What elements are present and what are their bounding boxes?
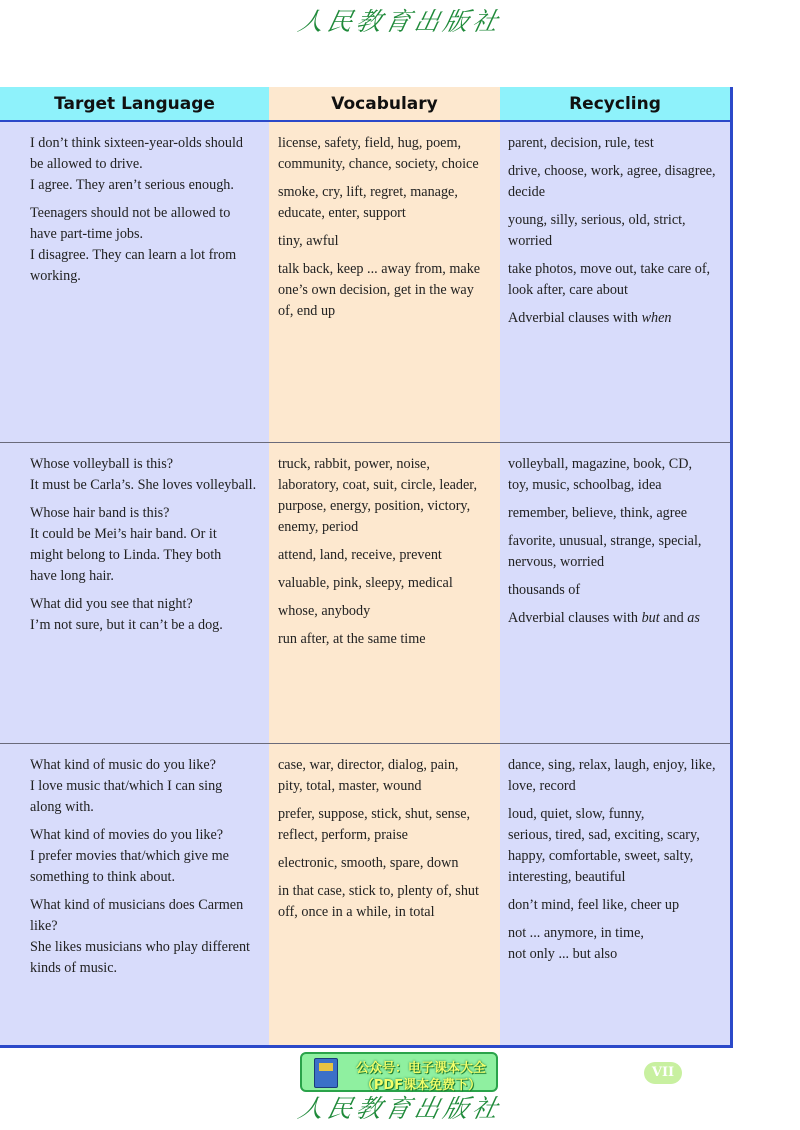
recycling-paragraph <box>508 923 726 965</box>
target-line: I don’t think sixteen-year-olds should <box>30 135 244 151</box>
target-line: I disagree. They can learn a lot from <box>30 247 237 263</box>
recycling-line: serious, tired, sad, exciting, scary, <box>508 827 700 843</box>
header-target-language: Target Language <box>0 87 269 120</box>
vocab-paragraph <box>278 573 496 594</box>
vocab-paragraph <box>278 601 496 622</box>
page-number: VII <box>644 1062 682 1084</box>
cell-recycling <box>508 454 726 636</box>
vocab-line: case, war, director, dialog, pain, <box>278 757 459 773</box>
target-paragraph <box>30 825 265 888</box>
target-line: I agree. They aren’t serious enough. <box>30 177 234 193</box>
vocab-line: electronic, smooth, spare, down <box>278 855 459 871</box>
target-line: Whose volleyball is this? <box>30 456 174 472</box>
recycling-paragraph <box>508 895 726 916</box>
recycling-line: take photos, move out, take care of, <box>508 261 711 277</box>
recycling-paragraph <box>508 454 726 496</box>
recycling-line: dance, sing, relax, laugh, enjoy, like, <box>508 757 716 773</box>
vocab-line: valuable, pink, sleepy, medical <box>278 575 453 591</box>
target-paragraph <box>30 454 265 496</box>
vocab-line: talk back, keep ... away from, make <box>278 261 481 277</box>
recycling-paragraph <box>508 580 726 601</box>
syllabus-table <box>0 87 733 1048</box>
recycling-line: love, record <box>508 778 576 794</box>
vocab-line: of, end up <box>278 303 336 319</box>
target-line: kinds of music. <box>30 960 118 976</box>
vocab-paragraph <box>278 545 496 566</box>
recycling-line: Adverbial clauses with but and as <box>508 610 700 626</box>
vocab-paragraph <box>278 259 496 322</box>
cell-vocab <box>278 755 496 930</box>
recycling-paragraph <box>508 210 726 252</box>
target-line: something to think about. <box>30 869 176 885</box>
recycling-line: happy, comfortable, sweet, salty, <box>508 848 694 864</box>
cell-recycling <box>508 133 726 336</box>
vocab-paragraph <box>278 629 496 650</box>
publisher-logo-bottom: 人民教育出版社 <box>295 1094 505 1123</box>
recycling-line: favorite, unusual, strange, special, <box>508 533 702 549</box>
vocab-line: off, once in a while, in total <box>278 904 435 920</box>
vocab-paragraph <box>278 853 496 874</box>
recycling-line: not only ... but also <box>508 946 618 962</box>
recycling-paragraph <box>508 308 726 329</box>
target-line: have part-time jobs. <box>30 226 144 242</box>
badge-line-2: （PDF课本免费下） <box>360 1078 482 1093</box>
vocab-line: pity, total, master, wound <box>278 778 422 794</box>
cell-target <box>30 755 265 986</box>
recycling-paragraph <box>508 259 726 301</box>
recycling-line: not ... anymore, in time, <box>508 925 644 941</box>
target-line: She likes musicians who play different <box>30 939 250 955</box>
recycling-line: nervous, worried <box>508 554 605 570</box>
target-line: What kind of musicians does Carmen <box>30 897 244 913</box>
target-paragraph <box>30 594 265 636</box>
recycling-line: Adverbial clauses with when <box>508 310 672 326</box>
vocab-line: tiny, awful <box>278 233 339 249</box>
vocab-paragraph <box>278 881 496 923</box>
vocab-line: smoke, cry, lift, regret, manage, <box>278 184 458 200</box>
vocab-paragraph <box>278 182 496 224</box>
target-line: What kind of music do you like? <box>30 757 216 773</box>
header-recycling: Recycling <box>500 87 730 120</box>
target-line: have long hair. <box>30 568 114 584</box>
vocab-line: one’s own decision, get in the way <box>278 282 474 298</box>
vocab-line: reflect, perform, praise <box>278 827 408 843</box>
cell-vocab <box>278 454 496 657</box>
target-paragraph <box>30 203 265 287</box>
cell-recycling <box>508 755 726 972</box>
target-line: I prefer movies that/which give me <box>30 848 229 864</box>
vocab-line: prefer, suppose, stick, shut, sense, <box>278 806 471 822</box>
target-line: working. <box>30 268 81 284</box>
vocab-line: license, safety, field, hug, poem, <box>278 135 462 151</box>
cell-vocab <box>278 133 496 329</box>
recycling-paragraph <box>508 608 726 629</box>
vocab-line: community, chance, society, choice <box>278 156 479 172</box>
recycling-line: toy, music, schoolbag, idea <box>508 477 662 493</box>
header-divider <box>0 120 730 122</box>
target-line: Teenagers should not be allowed to <box>30 205 231 221</box>
target-line: I’m not sure, but it can’t be a dog. <box>30 617 223 633</box>
recycling-paragraph <box>508 531 726 573</box>
recycling-line: worried <box>508 233 553 249</box>
recycling-line: look after, care about <box>508 282 628 298</box>
vocab-line: laboratory, coat, suit, circle, leader, <box>278 477 478 493</box>
target-line: What did you see that night? <box>30 596 193 612</box>
cell-target <box>30 133 265 294</box>
recycling-paragraph <box>508 133 726 154</box>
target-line: Whose hair band is this? <box>30 505 170 521</box>
target-line: What kind of movies do you like? <box>30 827 224 843</box>
recycling-paragraph <box>508 755 726 797</box>
vocab-paragraph <box>278 804 496 846</box>
vocab-line: educate, enter, support <box>278 205 406 221</box>
target-paragraph <box>30 895 265 979</box>
target-line: along with. <box>30 799 94 815</box>
recycling-line: volleyball, magazine, book, CD, <box>508 456 693 472</box>
recycling-paragraph <box>508 161 726 203</box>
target-line: I love music that/which I can sing <box>30 778 223 794</box>
wechat-badge <box>300 1052 498 1092</box>
recycling-line: remember, believe, think, agree <box>508 505 688 521</box>
target-line: It could be Mei’s hair band. Or it <box>30 526 217 542</box>
vocab-line: in that case, stick to, plenty of, shut <box>278 883 479 899</box>
target-line: be allowed to drive. <box>30 156 143 172</box>
target-paragraph <box>30 133 265 196</box>
recycling-line: young, silly, serious, old, strict, <box>508 212 686 228</box>
vocab-line: run after, at the same time <box>278 631 426 647</box>
target-line: It must be Carla’s. She loves volleyball. <box>30 477 257 493</box>
target-paragraph <box>30 755 265 818</box>
recycling-paragraph <box>508 804 726 888</box>
recycling-line: loud, quiet, slow, funny, <box>508 806 645 822</box>
target-paragraph <box>30 503 265 587</box>
target-line: like? <box>30 918 58 934</box>
book-icon <box>314 1058 338 1088</box>
recycling-line: don’t mind, feel like, cheer up <box>508 897 680 913</box>
recycling-line: decide <box>508 184 546 200</box>
vocab-line: enemy, period <box>278 519 359 535</box>
recycling-paragraph <box>508 503 726 524</box>
recycling-line: drive, choose, work, agree, disagree, <box>508 163 716 179</box>
header-vocabulary: Vocabulary <box>269 87 500 120</box>
vocab-paragraph <box>278 454 496 538</box>
vocab-line: attend, land, receive, prevent <box>278 547 442 563</box>
vocab-line: truck, rabbit, power, noise, <box>278 456 430 472</box>
vocab-line: purpose, energy, position, victory, <box>278 498 471 514</box>
vocab-paragraph <box>278 133 496 175</box>
recycling-line: thousands of <box>508 582 581 598</box>
vocab-paragraph <box>278 755 496 797</box>
row-divider <box>0 442 730 443</box>
target-line: might belong to Linda. They both <box>30 547 222 563</box>
vocab-line: whose, anybody <box>278 603 371 619</box>
recycling-line: parent, decision, rule, test <box>508 135 654 151</box>
publisher-logo-top: 人民教育出版社 <box>295 7 505 36</box>
row-divider <box>0 743 730 744</box>
recycling-line: interesting, beautiful <box>508 869 626 885</box>
badge-line-1: 公众号：电子课本大全 <box>355 1061 486 1076</box>
cell-target <box>30 454 265 643</box>
vocab-paragraph <box>278 231 496 252</box>
